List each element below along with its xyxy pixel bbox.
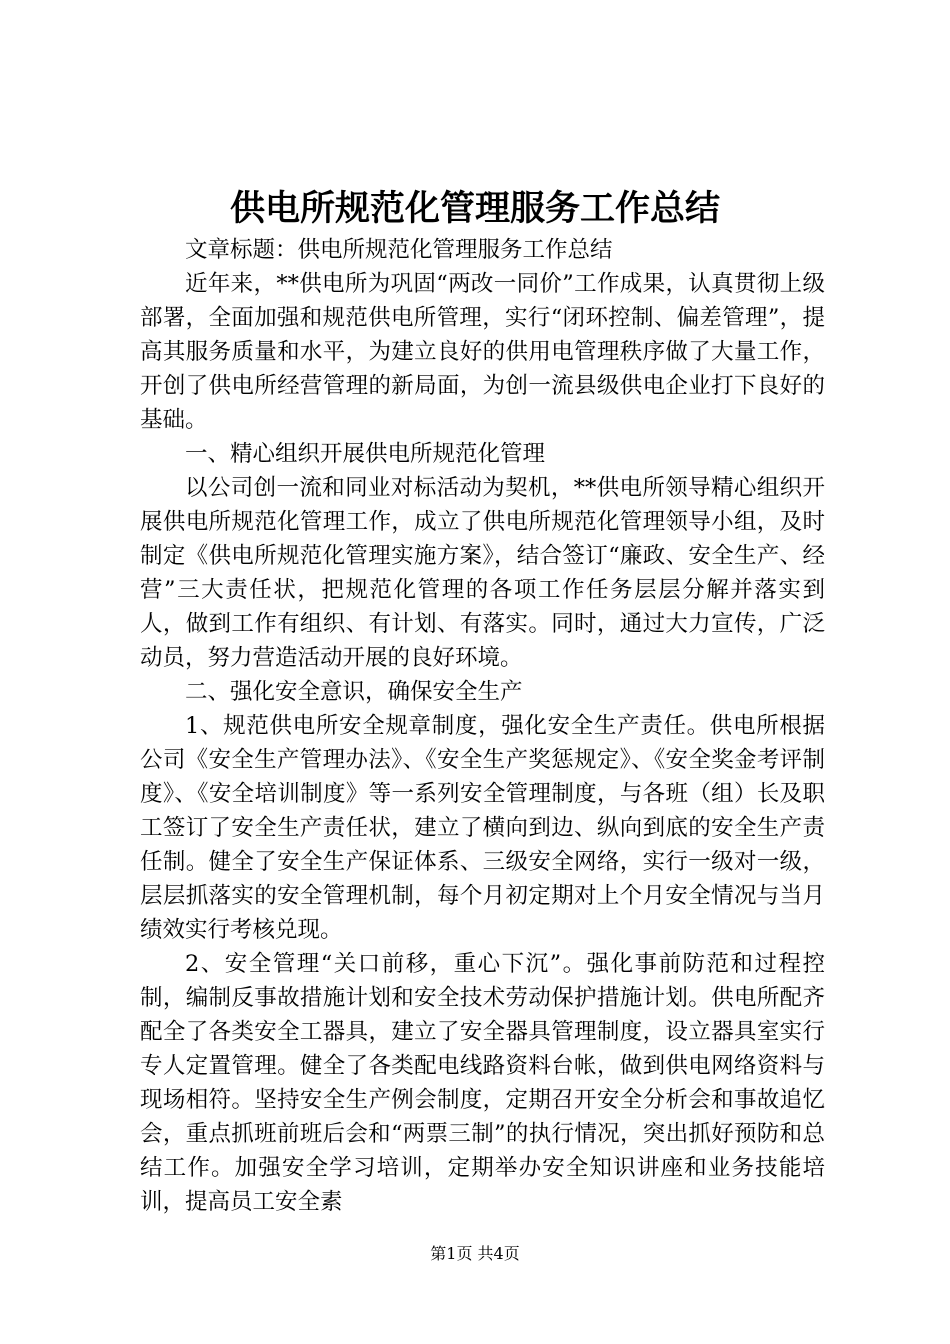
section-2-item-1: 1、规范供电所安全规章制度，强化安全生产责任。供电所根据公司《安全生产管理办法》、《安全生产奖惩规定》、《安全奖金考评制度》、《安全培训制度》等一系列安全管理制度，与各班（组）长及职工签订了安全生产责任状，建立了横向到边、纵向到底的安全生产责任制。健全了安全生产保证体系、三级安全网络，实行一级对一级，层层抓落实的安全管理机制，每个月初定期对上个月安全情况与当月绩效实行考核兑现。 [140,713,825,943]
section-1-paragraph: 以公司创一流和同业对标活动为契机，**供电所领导精心组织开展供电所规范化管理工作，成立了供电所规范化管理领导小组，及时制定《供电所规范化管理实施方案》，结合签订“廉政、安全生产、经营”三大责任状，把规范化管理的各项工作任务层层分解并落实到人，做到工作有组织、有计划、有落实。同时，通过大力宣传，广泛动员，努力营造活动开展的良好环境。 [140,475,825,671]
section-heading-1: 一、精心组织开展供电所规范化管理 [185,441,546,467]
section-heading-2: 二、强化安全意识，确保安全生产 [185,679,523,705]
page-footer: 第1页 共4页 [430,1244,520,1263]
article-title-line: 文章标题：供电所规范化管理服务工作总结 [185,237,613,263]
document-body [140,233,825,1219]
section-2-item-2: 2、安全管理“关口前移，重心下沉”。强化事前防范和过程控制，编制反事故措施计划和安全技术劳动保护措施计划。供电所配齐配全了各类安全工器具，建立了安全器具管理制度，设立器具室实行专人定置管理。健全了各类配电线路资料台帐，做到供电网络资料与现场相符。坚持安全生产例会制度，定期召开安全分析会和事故追忆会，重点抓班前班后会和“两票三制”的执行情况，突出抓好预防和总结工作。加强安全学习培训，定期举办安全知识讲座和业务技能培训，提高员工安全素 [140,951,825,1215]
intro-paragraph: 近年来，**供电所为巩固“两改一同价”工作成果，认真贯彻上级部署，全面加强和规范供电所管理，实行“闭环控制、偏差管理”，提高其服务质量和水平，为建立良好的供用电管理秩序做了大量工作，开创了供电所经营管理的新局面，为创一流县级供电企业打下良好的基础。 [140,271,825,433]
document-title: 供电所规范化管理服务工作总结 [229,188,720,229]
